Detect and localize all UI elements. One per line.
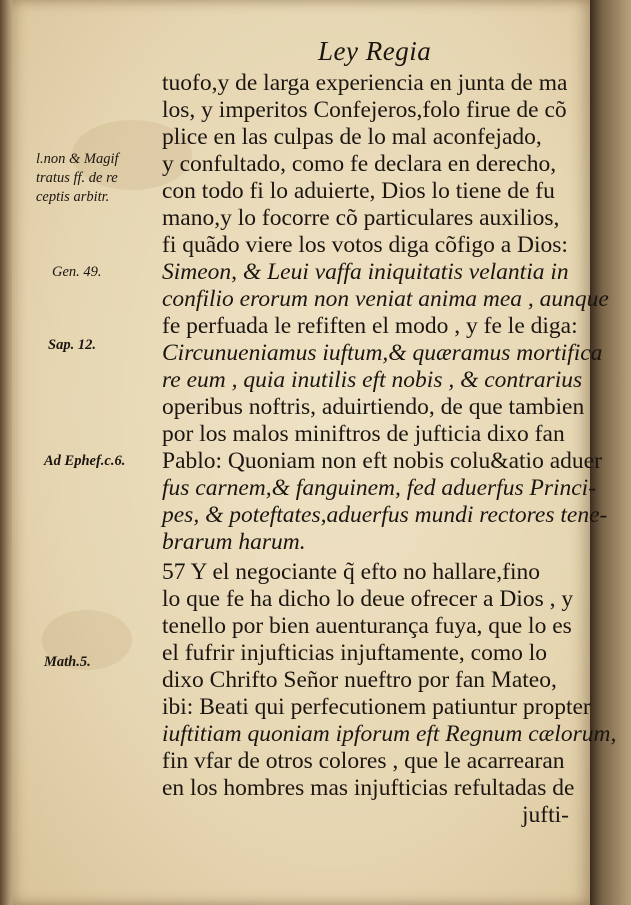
marginal-note-line: ceptis arbitr. <box>36 189 110 205</box>
text-line: con todo fi lo aduierte, Dios lo tiene de fu <box>162 178 555 204</box>
text-line: plice en las culpas de lo mal aconfejado, <box>162 124 542 150</box>
text-line: dixo Chrifto Señor nueftro por fan Mateo, <box>162 667 557 693</box>
text-line: operibus noftris, aduirtiendo, de que tambien <box>162 394 585 420</box>
text-line: en los hombres mas injufticias refultadas de <box>162 775 575 801</box>
running-head: Ley Regia <box>318 36 432 66</box>
marginal-note-line: l.non & Magif <box>36 151 119 167</box>
text-line: el fufrir injufticias injuftamente, como lo <box>162 640 548 666</box>
catchword: jufti- <box>522 802 569 828</box>
text-line: confilio erorum non veniat anima mea , aunque <box>162 286 609 312</box>
text-line: 57 Y el negociante q̃ efto no hallare,fino <box>162 559 541 585</box>
text-line: iuftitiam quoniam ipforum eft Regnum cælorum, <box>162 721 617 747</box>
text-line: mano,y lo focorre cõ particulares auxilios, <box>162 205 560 231</box>
text-line: pes, & poteftates,aduerfus mundi rectores tene- <box>162 502 608 528</box>
marginal-note-line: Gen. 49. <box>52 264 102 280</box>
marginal-note-line: Sap. 12. <box>48 337 96 353</box>
text-line: Pablo: Quoniam non eft nobis colu&atio aduer <box>162 448 602 474</box>
marginal-note <box>52 263 102 282</box>
text-line: fin vfar de otros colores , que le acarrearan <box>162 748 565 774</box>
text-line: fi quãdo viere los votos diga cõfigo a Dios: <box>162 232 568 258</box>
marginal-note-line: Ad Ephef.c.6. <box>44 453 126 469</box>
text-line: y confultado, como fe declara en derecho, <box>162 151 557 177</box>
text-line: tuofo,y de larga experiencia en junta de ma <box>162 70 568 96</box>
marginal-note <box>48 336 96 355</box>
text-line: tenello por bien auenturança fuya, que lo es <box>162 613 572 639</box>
marginal-note <box>44 653 91 672</box>
text-line: fus carnem,& fanguinem, fed aduerfus Princi- <box>162 475 597 501</box>
text-line: Circunueniamus iuftum,& quæramus mortifica <box>162 340 603 366</box>
text-line: los, y imperitos Confejeros,folo firue de cõ <box>162 97 567 123</box>
text-line: por los malos miniftros de jufticia dixo fan <box>162 421 565 447</box>
marginal-note <box>44 452 125 471</box>
text-line: brarum harum. <box>162 529 306 555</box>
text-line: Simeon, & Leui vaffa iniquitatis velantia in <box>162 259 569 285</box>
marginal-note-line: tratus ff. de re <box>36 170 118 186</box>
marginal-note-line: Math.5. <box>44 654 91 670</box>
text-line: ibi: Beati qui perfecutionem patiuntur propter <box>162 694 591 720</box>
text-line: re eum , quia inutilis eft nobis , & contrarius <box>162 367 583 393</box>
text-line: fe perfuada le refiften el modo , y fe le diga: <box>162 313 578 339</box>
text-line: lo que fe ha dicho lo deue ofrecer a Dios , y <box>162 586 574 612</box>
marginal-note <box>36 150 119 207</box>
